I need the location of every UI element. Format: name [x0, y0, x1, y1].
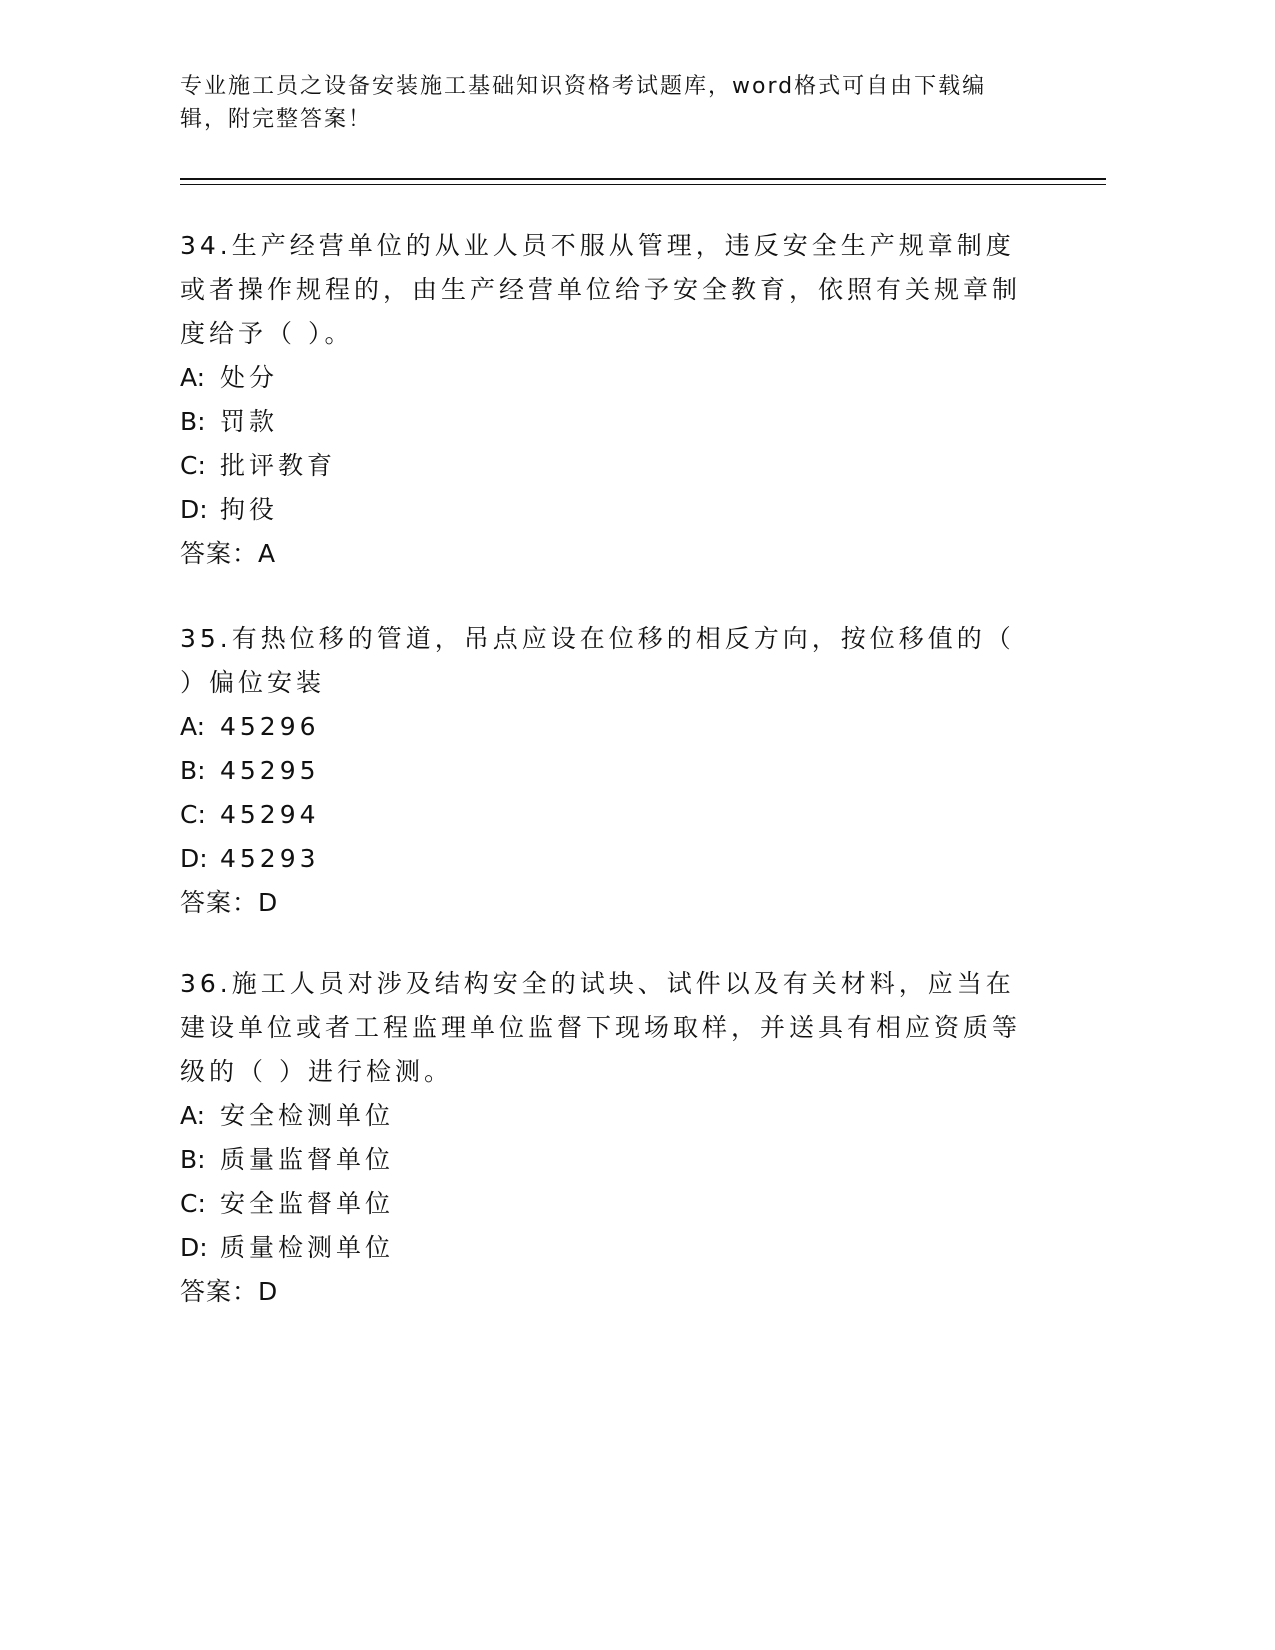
option-c [180, 1182, 1040, 1226]
option-a [180, 1094, 1040, 1138]
option-letter: C: [180, 1189, 206, 1218]
option-letter: B: [180, 407, 206, 436]
document-header: 专业施工员之设备安装施工基础知识资格考试题库，word格式可自由下载编辑，附完整答案！ [180, 74, 987, 132]
option-b [180, 400, 1040, 444]
option-text: 安全检测单位 [220, 1101, 395, 1130]
question-35 [180, 617, 1040, 925]
option-letter: D: [180, 844, 208, 873]
option-text: 质量检测单位 [220, 1233, 395, 1262]
option-d [180, 1226, 1040, 1270]
option-c [180, 444, 1040, 488]
option-text: 安全监督单位 [220, 1189, 395, 1218]
option-text: 拘役 [220, 495, 279, 524]
answer-line: 答案：D [180, 1277, 279, 1306]
option-a [180, 705, 1040, 749]
option-text: 批评教育 [220, 451, 337, 480]
option-d [180, 488, 1040, 532]
option-b [180, 749, 1040, 793]
option-a [180, 356, 1040, 400]
option-d [180, 837, 1040, 881]
question-34 [180, 224, 1040, 576]
option-letter: C: [180, 451, 206, 480]
option-text: 45295 [220, 756, 320, 785]
option-letter: C: [180, 800, 206, 829]
question-stem: 36.施工人员对涉及结构安全的试块、试件以及有关材料，应当在建设单位或者工程监理单位监督下现场取样，并送具有相应资质等级的（ ）进行检测。 [180, 969, 1022, 1086]
option-letter: B: [180, 1145, 206, 1174]
option-text: 质量监督单位 [220, 1145, 395, 1174]
option-text: 处分 [220, 363, 279, 392]
option-letter: A: [180, 1101, 206, 1130]
question-stem: 35.有热位移的管道，吊点应设在位移的相反方向，按位移值的（ ）偏位安装 [180, 624, 1015, 697]
question-stem: 34.生产经营单位的从业人员不服从管理，违反安全生产规章制度或者操作规程的，由生产经营单位给予安全教育，依照有关规章制度给予（ ）。 [180, 231, 1022, 348]
option-c [180, 793, 1040, 837]
answer-line: 答案：D [180, 888, 279, 917]
option-text: 45293 [220, 844, 320, 873]
option-text: 45294 [220, 800, 320, 829]
option-letter: A: [180, 712, 206, 741]
option-text: 45296 [220, 712, 320, 741]
option-letter: B: [180, 756, 206, 785]
option-letter: A: [180, 363, 206, 392]
option-letter: D: [180, 1233, 208, 1262]
option-b [180, 1138, 1040, 1182]
option-text: 罚款 [220, 407, 279, 436]
option-letter: D: [180, 495, 208, 524]
answer-line: 答案：A [180, 539, 277, 568]
question-36 [180, 962, 1040, 1314]
header-divider [180, 178, 1106, 185]
